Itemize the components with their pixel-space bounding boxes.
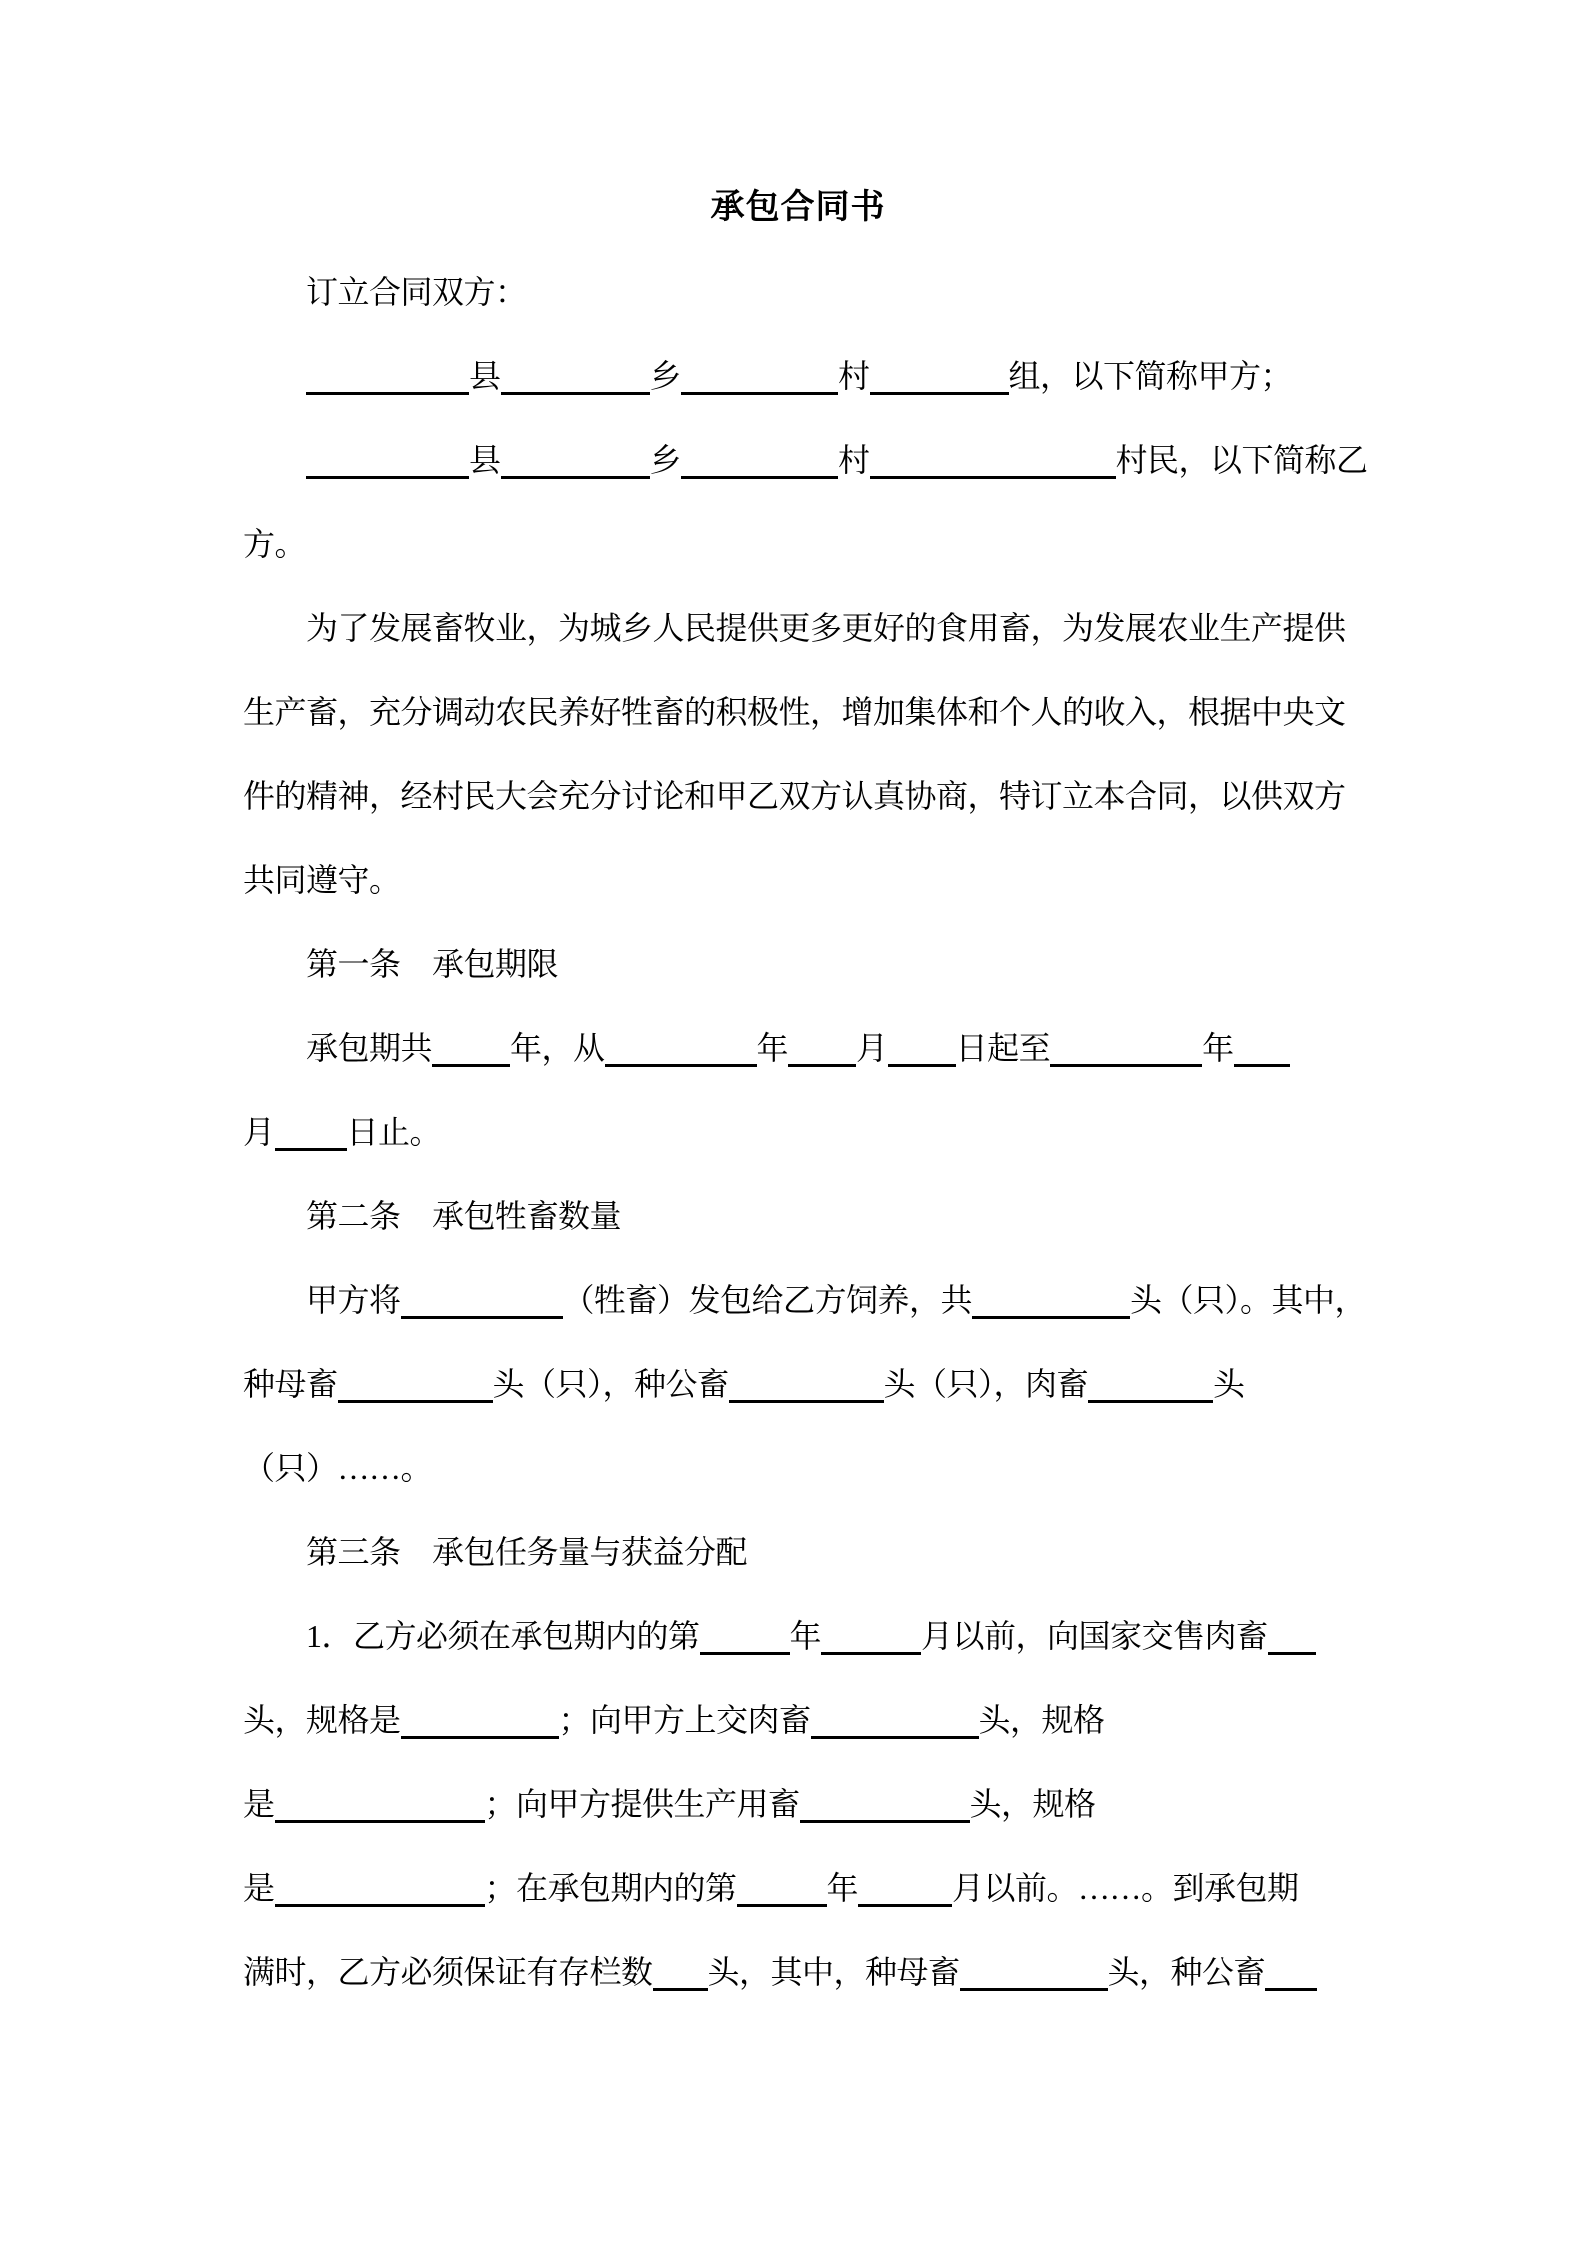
text-run: 乡 [649,442,682,478]
text-run: 方。 [243,526,307,562]
text-run: 年 [826,1870,859,1906]
document-title: 承包合同书 [710,189,886,226]
blank-field [275,1136,347,1151]
text-run: 种母畜 [243,1366,338,1402]
blank-field [700,1640,790,1655]
text-run: ；向甲方提供生产用畜 [484,1786,800,1822]
blank-field [401,1304,563,1319]
blank-field [729,1388,884,1403]
text-run: ；在承包期内的第 [484,1870,737,1906]
text-run: 甲方将 [306,1282,401,1318]
text-run: 县 [469,442,501,478]
blank-field [972,1304,1130,1319]
blank-field [1050,1052,1202,1067]
blank-field [800,1808,970,1823]
blank-field [821,1640,921,1655]
document-line [243,1342,1353,1426]
blank-field [306,464,469,479]
text-run: （牲畜）发包给乙方饲养，共 [562,1282,973,1318]
blank-field [501,464,650,479]
document-line [243,1174,1353,1258]
text-run: 年，从 [510,1030,605,1066]
blank-field [858,1892,952,1907]
document-line [243,502,1353,586]
blank-field [1265,1976,1317,1991]
text-run: 村民，以下简称乙 [1115,442,1368,478]
text-run: （只）……。 [243,1450,433,1486]
document-line [243,1090,1353,1174]
text-run: 是 [243,1870,275,1906]
text-run: 年 [1202,1030,1234,1066]
blank-field [870,464,1116,479]
text-run: 月以前。……。到承包期 [952,1870,1299,1906]
document-line [243,586,1353,670]
document-line [243,670,1353,754]
text-run: 第二条 承包牲畜数量 [306,1198,622,1234]
document-line [243,1426,1353,1510]
document-body [243,250,1368,2014]
blank-field [338,1388,493,1403]
blank-field [737,1892,827,1907]
blank-field [401,1724,559,1739]
blank-field [811,1724,979,1739]
document-line [243,1594,1353,1678]
document-line [243,1510,1353,1594]
blank-field [432,1052,510,1067]
text-run: 是 [243,1786,275,1822]
text-run: 头，种公畜 [1107,1954,1266,1990]
text-run: 生产畜，充分调动农民养好牲畜的积极性，增加集体和个人的收入，根据中央文 [243,694,1346,730]
text-run: 月 [243,1114,275,1150]
text-run: 头（只）。其中， [1130,1282,1367,1318]
text-run: 村 [838,358,870,394]
text-run: 头，规格 [978,1702,1105,1738]
blank-field [605,1052,757,1067]
blank-field [870,380,1009,395]
blank-field [275,1892,485,1907]
text-run: 满时，乙方必须保证有存栏数 [243,1954,653,1990]
text-run: 第三条 承包任务量与获益分配 [306,1534,748,1570]
document-line [243,1678,1353,1762]
blank-field [681,464,838,479]
document-line [243,1006,1353,1090]
text-run: 件的精神，经村民大会充分讨论和甲乙双方认真协商，特订立本合同，以供双方 [243,778,1346,814]
blank-field [1088,1388,1213,1403]
blank-field [306,380,469,395]
blank-field [1268,1640,1316,1655]
document-line [243,838,1353,922]
text-run: 头，规格 [969,1786,1096,1822]
document-line [243,334,1353,418]
text-run: 订立合同双方： [306,274,527,310]
document-line [243,250,1353,334]
blank-field [788,1052,856,1067]
text-run: ；向甲方上交肉畜 [558,1702,811,1738]
text-run: 头 [1213,1366,1245,1402]
blank-field [653,1976,708,1991]
blank-field [888,1052,956,1067]
text-run: 月以前，向国家交售肉畜 [921,1618,1268,1654]
text-run: 村 [838,442,870,478]
text-run: 年 [789,1618,822,1654]
document-line [243,418,1368,502]
text-run: 为了发展畜牧业，为城乡人民提供更多更好的食用畜，为发展农业生产提供 [306,610,1346,646]
text-run: 第一条 承包期限 [306,946,559,982]
document-line [243,1930,1353,2014]
document-line [243,1258,1367,1342]
blank-field [681,380,838,395]
text-run: 年 [756,1030,789,1066]
blank-field [501,380,650,395]
text-run: 头，其中，种母畜 [707,1954,960,1990]
text-run: 头（只），种公畜 [492,1366,729,1402]
blank-field [960,1976,1108,1991]
text-run: 组，以下简称甲方； [1008,358,1293,394]
text-run: 日起至 [955,1030,1051,1066]
text-run: 1．乙方必须在承包期内的第 [306,1618,700,1654]
text-run: 头，规格是 [243,1702,401,1738]
blank-field [275,1808,485,1823]
text-run: 头（只），肉畜 [883,1366,1089,1402]
text-run: 承包期共 [306,1030,433,1066]
document-line [243,922,1353,1006]
blank-field [1234,1052,1290,1067]
text-run: 乡 [649,358,682,394]
contract-document [243,166,1368,2014]
document-line [243,1762,1353,1846]
text-run: 共同遵守。 [243,862,401,898]
document-line [243,1846,1353,1930]
text-run: 月 [856,1030,888,1066]
document-line [243,754,1353,838]
text-run: 日止。 [346,1114,442,1150]
text-run: 县 [469,358,501,394]
